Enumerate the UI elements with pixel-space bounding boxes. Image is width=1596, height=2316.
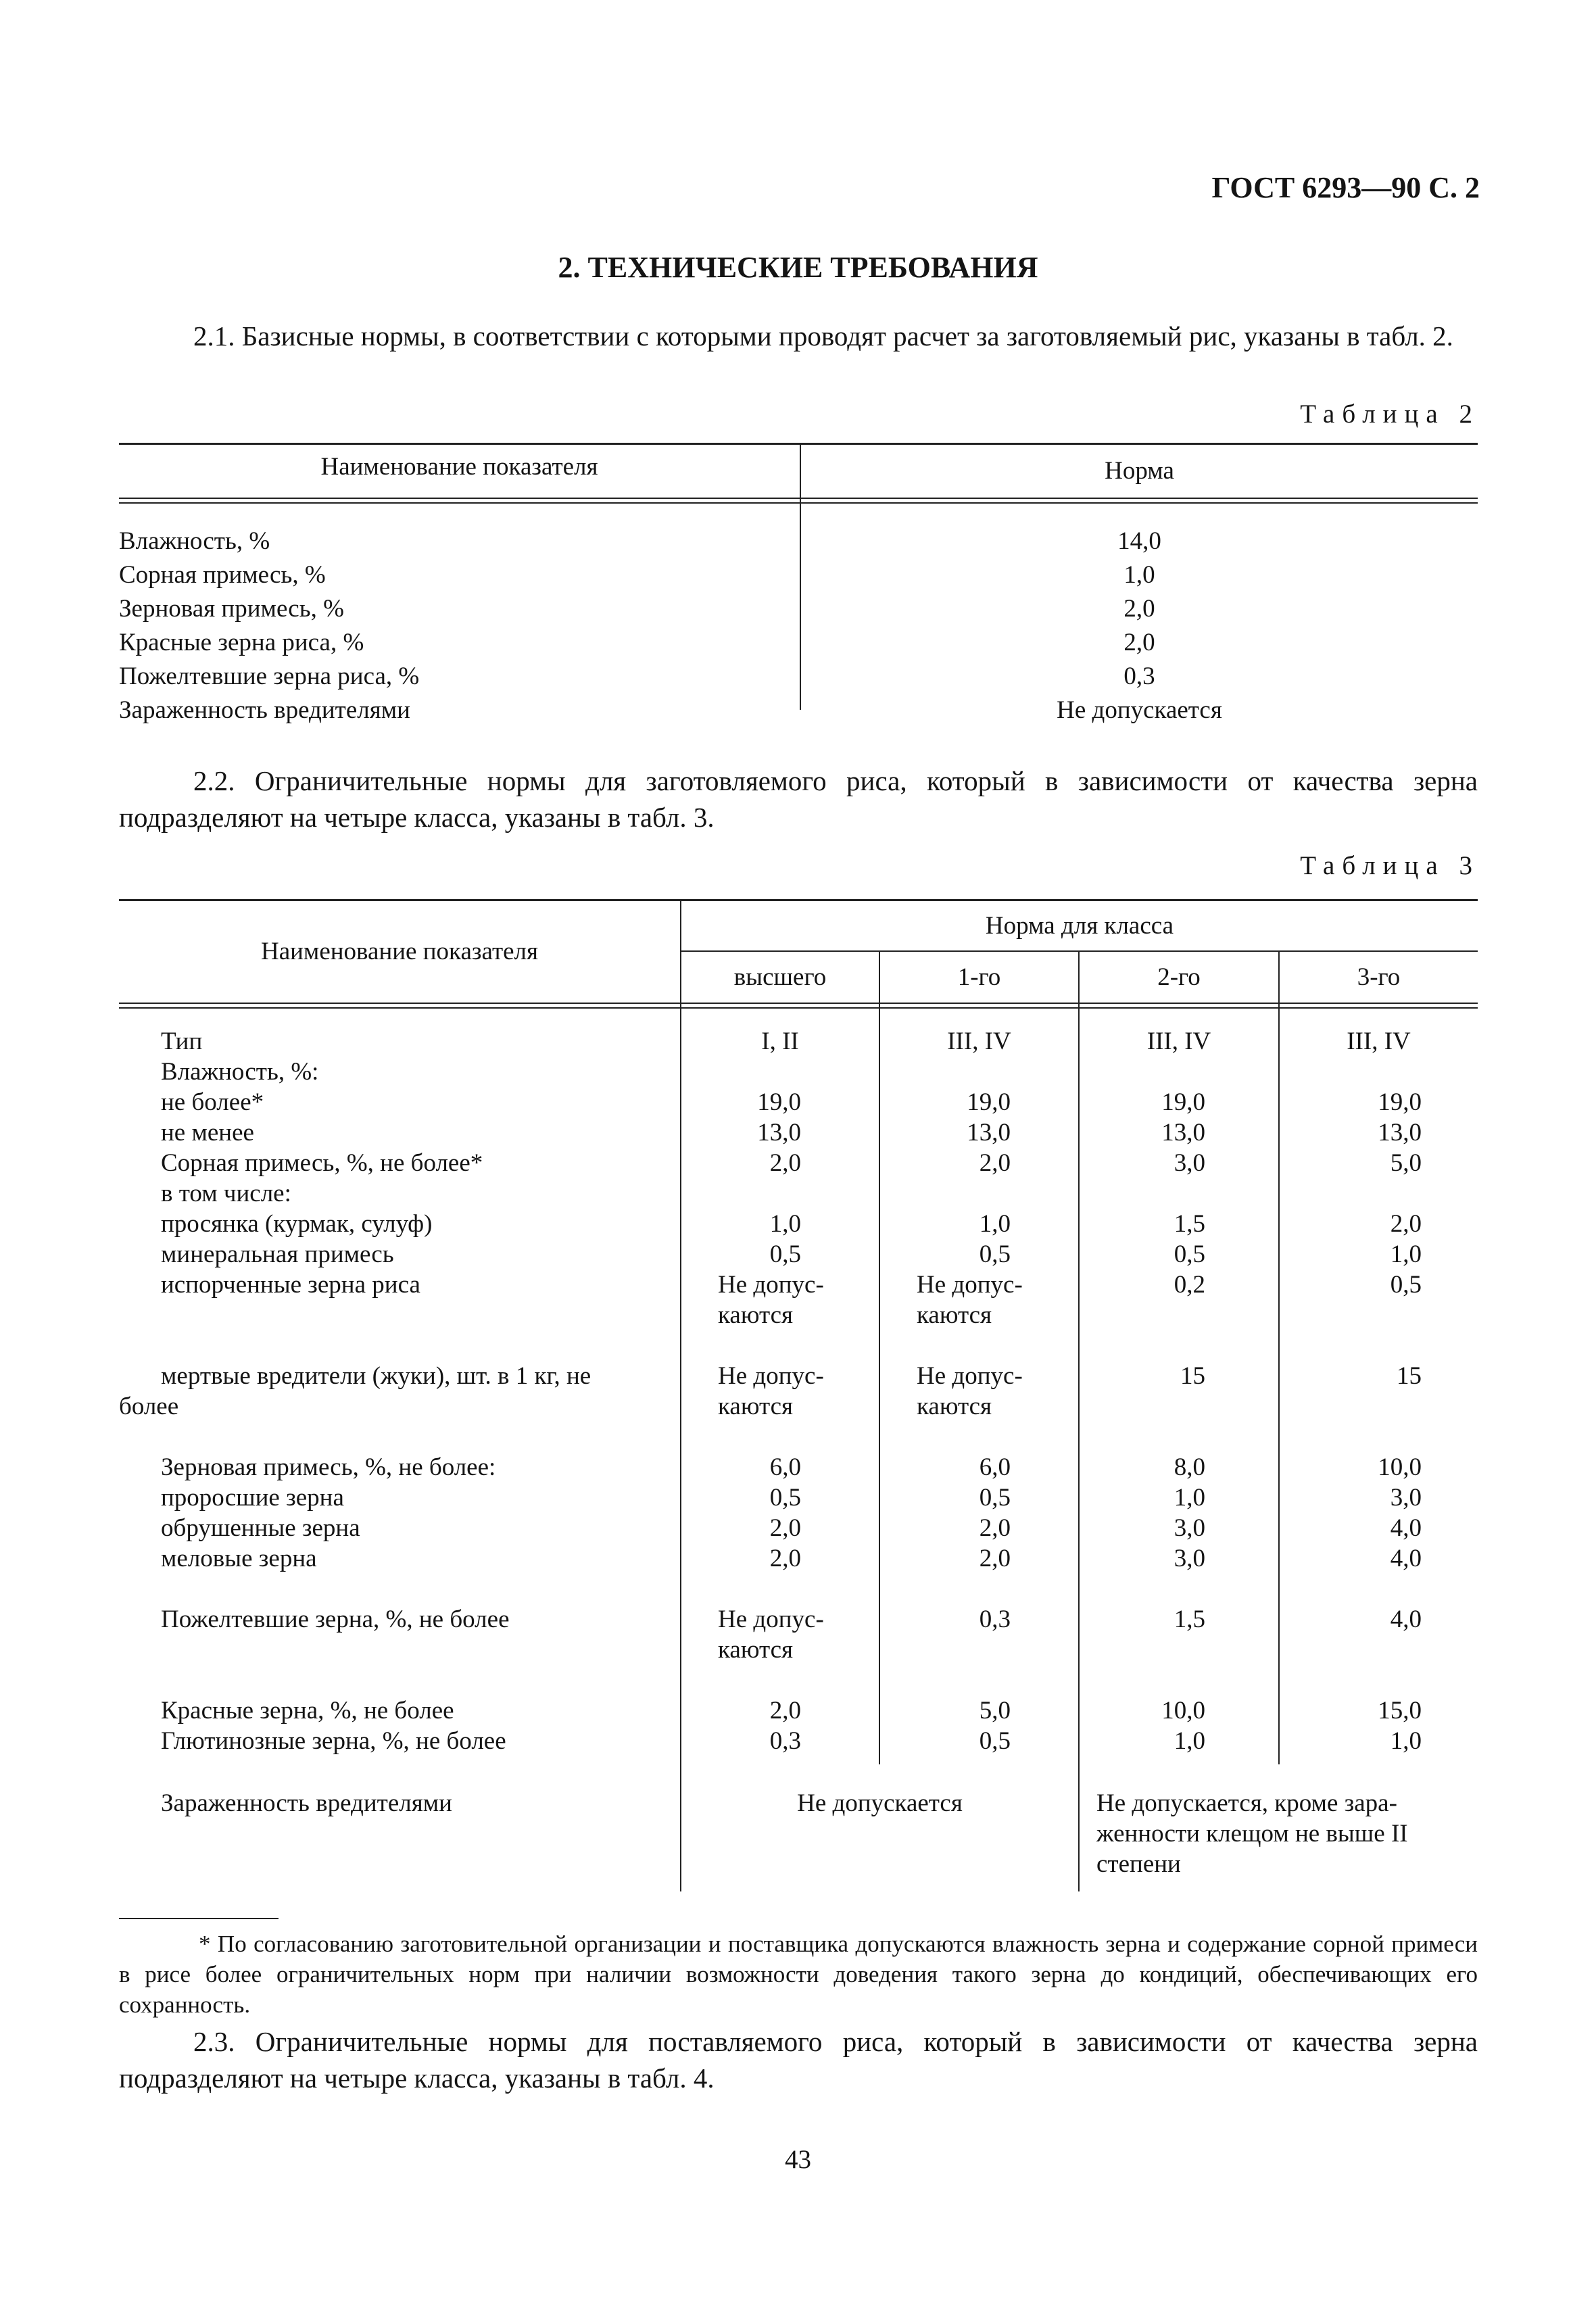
table-3-cell: Не допус- каются — [718, 1271, 824, 1329]
table-2-row-name: Влажность, % — [119, 527, 270, 555]
table-3-row-name: Влажность, %: — [161, 1058, 319, 1086]
table-3-cell: 19,0 — [1378, 1088, 1422, 1116]
table-3-row-name: Зерновая примесь, %, не более: — [161, 1453, 496, 1481]
table-3-cell: 4,0 — [1390, 1545, 1422, 1572]
table-3-cell: 0,5 — [1390, 1271, 1422, 1299]
paragraph-2-2-text: 2.2. Ограничительные нормы для заготовляемого риса, который в зависимости от качества зерна подразделяют на четыре класса, указаны в табл. 3. — [119, 765, 1478, 833]
table-3-cell: 5,0 — [1390, 1149, 1422, 1177]
table-3-cell: Не допус- каются — [917, 1271, 1023, 1329]
table-3-cell: 2,0 — [979, 1514, 1011, 1542]
table-3-row-name: в том числе: — [161, 1180, 291, 1207]
table-3-cell: 3,0 — [1174, 1545, 1205, 1572]
table-3-cell: 4,0 — [1390, 1514, 1422, 1542]
table-3-cell: 13,0 — [1161, 1119, 1205, 1147]
footnote — [119, 1929, 1478, 2020]
table-3-row-name: Пожелтевшие зерна, %, не более — [161, 1606, 510, 1633]
table-3-row-name: не более* — [161, 1088, 264, 1116]
table-3-cell-merged-right: Не допускается, кроме зара- женности клещом не выше II степени — [1096, 1789, 1408, 1878]
table-2-col-name: Наименование показателя — [320, 453, 598, 481]
footnote-rule — [119, 1918, 279, 1919]
table-3-cell: 0,5 — [769, 1484, 801, 1512]
table-3-cell: 2,0 — [769, 1545, 801, 1572]
table-3-cell: 2,0 — [769, 1514, 801, 1542]
table-3-cell: Не допус- каются — [718, 1362, 824, 1420]
table-3-cell: 10,0 — [1161, 1697, 1205, 1724]
footnote-text: * По согласованию заготовительной организации и поставщика допускаются влажность зерна и содержание сорной примеси в рисе более ограничительных норм при наличии возможности доведения такого зерна до кондиций, обеспечивающих его сохранность. — [119, 1931, 1478, 2018]
table-3-cell: III, IV — [1347, 1028, 1411, 1055]
table-3-row-name: мертвые вредители (жуки), шт. в 1 кг, не более — [119, 1362, 591, 1420]
table-2-row-name: Пожелтевшие зерна риса, % — [119, 662, 420, 690]
table-3-row-name: проросшие зерна — [161, 1484, 344, 1512]
table-3-cell: 6,0 — [769, 1453, 801, 1481]
table-3-cell: 8,0 — [1174, 1453, 1205, 1481]
table-3-cell: 1,0 — [1174, 1727, 1205, 1755]
running-header: ГОСТ 6293—90 С. 2 — [1211, 171, 1480, 204]
table-3-cell: 0,5 — [979, 1727, 1011, 1755]
table-2-col-norm: Норма — [1105, 457, 1174, 485]
table-3-cell: 10,0 — [1378, 1453, 1422, 1481]
table-3-cell: Не допус- каются — [917, 1362, 1023, 1420]
table-3-cell: 13,0 — [967, 1119, 1011, 1147]
table-3-cell: 19,0 — [1161, 1088, 1205, 1116]
table-3-cell: 6,0 — [979, 1453, 1011, 1481]
table-3-cell: 1,0 — [1390, 1727, 1422, 1755]
table-3-row-name: не менее — [161, 1119, 254, 1147]
table-3-cell: III, IV — [1146, 1028, 1211, 1055]
table-3-cell: 5,0 — [979, 1697, 1011, 1724]
table-3-cell: 19,0 — [757, 1088, 801, 1116]
table-3-cell-merged-left: Не допускается — [797, 1789, 963, 1817]
table-3-class-3: 3-го — [1357, 963, 1401, 991]
table-3-row-name: Тип — [161, 1028, 203, 1055]
table-3-cell: 1,5 — [1174, 1606, 1205, 1633]
table-3-class-top: высшего — [733, 963, 827, 991]
table-3-cell: 1,0 — [769, 1210, 801, 1238]
paragraph-2-3-text: 2.3. Ограничительные нормы для поставляемого риса, который в зависимости от качества зерна подразделяют на четыре класса, указаны в табл. 4. — [119, 2026, 1478, 2094]
table-3-cell: 2,0 — [1390, 1210, 1422, 1238]
paragraph-2-3 — [119, 2023, 1478, 2096]
page-number: 43 — [785, 2145, 811, 2174]
table-3-cell: 4,0 — [1390, 1606, 1422, 1633]
table-3-cell: 2,0 — [979, 1149, 1011, 1177]
paragraph-2-2 — [119, 763, 1478, 836]
table-3-row-name: Красные зерна, %, не более — [161, 1697, 454, 1724]
table-3-cell: 15 — [1397, 1362, 1422, 1390]
table-3-cell: 3,0 — [1390, 1484, 1422, 1512]
table-2-row-value: 1,0 — [1123, 561, 1155, 589]
table-3-cell: 15 — [1180, 1362, 1205, 1390]
table-3-cell: 19,0 — [967, 1088, 1011, 1116]
paragraph-2-1-text: 2.1. Базисные нормы, в соответствии с которыми проводят расчет за заготовляемый рис, указаны в табл. 2. — [193, 320, 1453, 352]
table-2-caption: Таблица 2 — [1300, 400, 1480, 429]
table-2-row-value: 14,0 — [1117, 527, 1161, 555]
table-3-row-name: меловые зерна — [161, 1545, 317, 1572]
table-3-cell: 1,0 — [1390, 1240, 1422, 1268]
table-3-cell: III, IV — [947, 1028, 1011, 1055]
table-3-cell: 0,2 — [1174, 1271, 1205, 1299]
table-3-cell: 2,0 — [979, 1545, 1011, 1572]
table-3-col-name: Наименование показателя — [260, 938, 539, 965]
table-3-cell: Не допус- каются — [718, 1606, 824, 1664]
paragraph-2-1 — [119, 318, 1478, 354]
table-3-cell: I, II — [761, 1028, 799, 1055]
table-3-class-2: 2-го — [1157, 963, 1201, 991]
table-2-row-name: Зерновая примесь, % — [119, 595, 344, 623]
table-3-cell: 0,5 — [979, 1240, 1011, 1268]
table-2-row-value: 0,3 — [1123, 662, 1155, 690]
table-3-cell: 0,5 — [1174, 1240, 1205, 1268]
table-3-cell: 0,3 — [979, 1606, 1011, 1633]
table-3-cell: 1,5 — [1174, 1210, 1205, 1238]
table-3-cell: 15,0 — [1378, 1697, 1422, 1724]
table-2-row-name: Сорная примесь, % — [119, 561, 326, 589]
table-3-cell: 13,0 — [1378, 1119, 1422, 1147]
table-3-group-header: Норма для класса — [985, 912, 1174, 940]
table-3-cell: 1,0 — [979, 1210, 1011, 1238]
table-3-row-name: Глютинозные зерна, %, не более — [161, 1727, 506, 1755]
table-3-row-name: испорченные зерна риса — [161, 1271, 420, 1299]
table-2-row-value: Не допускается — [1057, 696, 1222, 724]
table-3-class-1: 1-го — [957, 963, 1001, 991]
table-3-cell: 13,0 — [757, 1119, 801, 1147]
table-3-row-name: Зараженность вредителями — [161, 1789, 452, 1817]
table-3-cell: 3,0 — [1174, 1514, 1205, 1542]
table-2-row-name: Красные зерна риса, % — [119, 629, 364, 656]
table-3-row-name: обрушенные зерна — [161, 1514, 360, 1542]
table-3-caption: Таблица 3 — [1300, 851, 1480, 880]
table-3-cell: 1,0 — [1174, 1484, 1205, 1512]
table-3-cell: 0,3 — [769, 1727, 801, 1755]
table-3-row-name: минеральная примесь — [161, 1240, 394, 1268]
table-3-cell: 2,0 — [769, 1697, 801, 1724]
table-3-cell: 2,0 — [769, 1149, 801, 1177]
section-title: 2. ТЕХНИЧЕСКИЕ ТРЕБОВАНИЯ — [558, 251, 1038, 284]
table-3-cell: 0,5 — [979, 1484, 1011, 1512]
table-3-cell: 0,5 — [769, 1240, 801, 1268]
table-3-row-name: Сорная примесь, %, не более* — [161, 1149, 483, 1177]
table-3-cell: 3,0 — [1174, 1149, 1205, 1177]
table-2-row-name: Зараженность вредителями — [119, 696, 410, 724]
table-2-row-value: 2,0 — [1123, 595, 1155, 623]
table-3-row-name: просянка (курмак, сулуф) — [161, 1210, 433, 1238]
table-2-row-value: 2,0 — [1123, 629, 1155, 656]
